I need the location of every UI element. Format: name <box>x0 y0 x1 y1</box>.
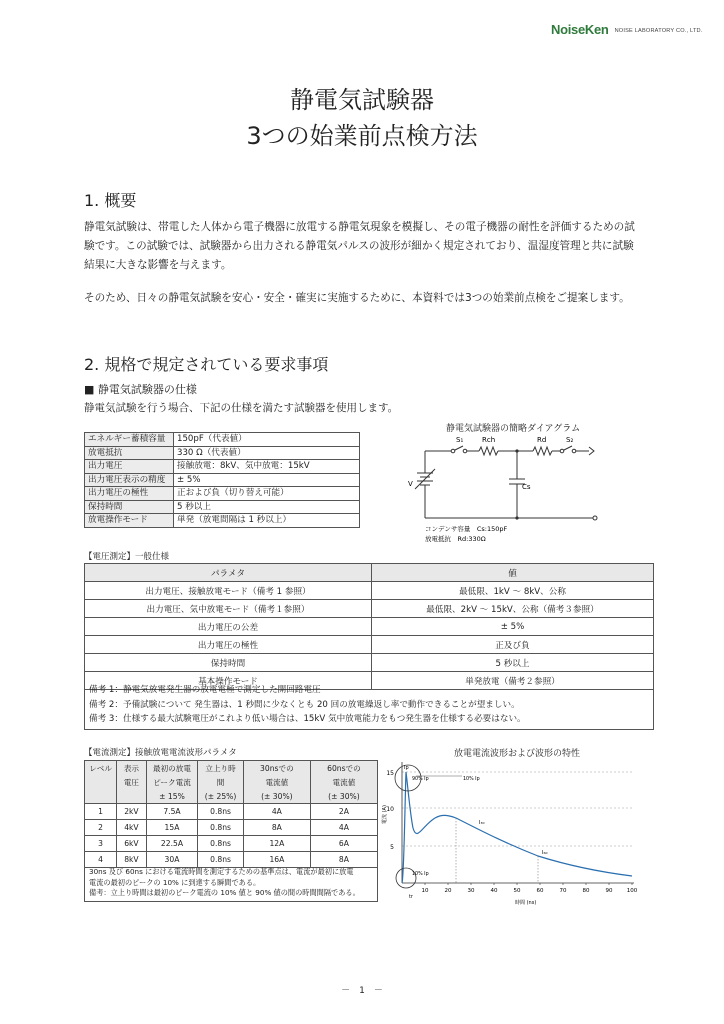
table-cell: 8A <box>310 852 377 868</box>
table-cell: 12A <box>243 836 310 852</box>
ip90-label: 90% Ip <box>412 777 429 782</box>
x-tick-label: 80 <box>582 888 590 894</box>
section1-heading: 1. 概要 <box>84 191 137 210</box>
table-cell: 2 <box>85 820 117 836</box>
x-tick-label: 70 <box>559 888 567 894</box>
source-v-label: V <box>408 480 413 488</box>
column-header-cell: ± 15% <box>146 789 198 804</box>
diagram-note-resistance: 放電抵抗 Rd:330Ω <box>425 535 486 543</box>
current-note-remark: 備考：立上り時間は最初のピーク電流の 10% 値と 90% 値の間の時間間隔である。 <box>89 888 360 897</box>
column-header-cell: 30nsでの <box>243 761 310 776</box>
column-header-cell: レベル <box>85 761 117 776</box>
column-header-cell: 電圧 <box>117 775 147 789</box>
diagram-note-capacitance: コンデンサ容量 Cs:150pF <box>425 525 508 533</box>
current-table-notes <box>84 865 378 902</box>
column-header-cell: 間 <box>198 775 244 789</box>
table-cell: 8A <box>243 820 310 836</box>
table-cell: 30A <box>146 852 198 868</box>
table-row <box>85 636 654 654</box>
spec-value: ± 5% <box>174 473 360 487</box>
column-header-cell: (± 30%) <box>243 789 310 804</box>
current-note-line: 30ns 及び 60ns における電流時間を測定するための基準点は、電流が最初に放電 <box>89 867 354 876</box>
switch-s1-label: S₁ <box>456 436 464 444</box>
table-row <box>85 836 378 852</box>
table-cell: 0.8ns <box>198 836 244 852</box>
spec-intro: 静電気試験を行う場合、下記の仕様を満たす試験器を使用します。 <box>84 402 399 414</box>
spec-key: 出力電圧の極性 <box>85 487 174 501</box>
current-table-caption: 【電流測定】接触放電電流波形パラメタ <box>84 748 237 758</box>
table-cell: 2A <box>310 804 377 820</box>
x-tick-label: 60 <box>536 888 544 894</box>
table-cell: 0.8ns <box>198 804 244 820</box>
spec-key: 放電操作モード <box>85 514 174 528</box>
y-tick-5: 5 <box>390 844 394 851</box>
column-header-cell: 60nsでの <box>310 761 377 776</box>
table-cell: 4A <box>243 804 310 820</box>
table-row <box>85 600 654 618</box>
spec-value: 接触放電：8kV、気中放電：15kV <box>174 460 360 474</box>
table-cell: 16A <box>243 852 310 868</box>
spec-value: 正および負（切り替え可能） <box>174 487 360 501</box>
table-cell: 3 <box>85 836 117 852</box>
table-header-row <box>85 564 654 582</box>
value-cell: 最低限、1kV ～ 8kV、公称 <box>372 582 654 600</box>
spec-row <box>85 433 360 447</box>
value-cell: 5 秒以上 <box>372 654 654 672</box>
table-row <box>85 804 378 820</box>
page-number: － 1 － <box>341 986 383 996</box>
section1-paragraph <box>84 218 660 275</box>
spec-value: 単発（放電間隔は 1 秒以上） <box>174 514 360 528</box>
spec-row <box>85 500 360 514</box>
column-header-cell <box>85 789 117 804</box>
page-title-line1: 静電気試験器 <box>290 86 434 114</box>
y-axis-label: 電流 (A) <box>382 805 388 824</box>
table-cell: 4 <box>85 852 117 868</box>
table-cell: 1 <box>85 804 117 820</box>
column-header-value: 値 <box>372 564 654 582</box>
column-header-cell: ピーク電流 <box>146 775 198 789</box>
x-tick-label: 30 <box>467 888 475 894</box>
table-cell: 22.5A <box>146 836 198 852</box>
waveform-title: 放電電流波形および波形の特性 <box>454 749 581 759</box>
section1-paragraph2: そのため、日々の静電気試験を安心・安全・確実に実施するために、本資料では3つの始業前点検をご提案します。 <box>84 292 630 304</box>
voltage-table-caption: 【電圧測定】一般仕様 <box>84 552 170 562</box>
voltage-parameter-table <box>84 563 654 690</box>
column-header-cell: 最初の放電 <box>146 761 198 776</box>
note-line: 備考 1：静電気放電発生器の放電電極で測定した開回路電圧 <box>89 685 321 695</box>
circuit-diagram <box>405 433 605 545</box>
y-tick-15: 15 <box>386 770 394 777</box>
table-cell: 8kV <box>117 852 147 868</box>
spec-row <box>85 446 360 460</box>
column-header-cell: 電流値 <box>243 775 310 789</box>
spec-row <box>85 487 360 501</box>
table-cell: 0.8ns <box>198 852 244 868</box>
column-header-cell: 立上り時 <box>198 761 244 776</box>
page-title-line2: 3つの始業前点検方法 <box>246 122 478 150</box>
column-header-cell <box>85 775 117 789</box>
column-header-cell: (± 30%) <box>310 789 377 804</box>
table-row <box>85 820 378 836</box>
column-header-parameter: パラメタ <box>85 564 372 582</box>
brand-subtitle: NOISE LABORATORY CO., LTD. <box>614 28 703 34</box>
spec-row <box>85 514 360 528</box>
table-cell: 7.5A <box>146 804 198 820</box>
spec-key: 出力電圧表示の精度 <box>85 473 174 487</box>
table-row <box>85 582 654 600</box>
spec-value: 150pF（代表値） <box>174 433 360 447</box>
switch-s2-label: S₂ <box>566 436 574 444</box>
ip-label: Ip <box>404 765 409 771</box>
spec-row <box>85 473 360 487</box>
waveform-chart <box>380 758 642 906</box>
ip10-label: 10% Ip <box>463 777 480 782</box>
x-tick-label: 50 <box>513 888 521 894</box>
current-waveform-line <box>402 772 632 883</box>
resistor-rch-label: Rch <box>482 436 496 444</box>
x-tick-label: 90 <box>605 888 613 894</box>
value-cell: 最低限、2kV ～ 15kV、公称（備考３参照） <box>372 600 654 618</box>
parameter-cell: 出力電圧の公差 <box>85 618 372 636</box>
spec-value: 330 Ω（代表値） <box>174 446 360 460</box>
company-logo <box>551 19 703 38</box>
table-header-row <box>85 789 378 804</box>
text-line: 験です。この試験では、試験器から出力される静電気パルスの波形が細かく規定されており、温湿度管理と共に試験 <box>84 240 634 252</box>
y-tick-10: 10 <box>386 806 394 813</box>
spec-row <box>85 460 360 474</box>
x-tick-label: 40 <box>490 888 498 894</box>
value-cell: ± 5% <box>372 618 654 636</box>
text-line: 結果に大きな影響を与えます。 <box>84 259 232 271</box>
resistor-rd-label: Rd <box>537 436 547 444</box>
parameter-cell: 基本操作モード <box>85 672 372 690</box>
voltage-table-notes <box>84 681 654 730</box>
spec-key: 出力電圧 <box>85 460 174 474</box>
table-cell: 2kV <box>117 804 147 820</box>
capacitor-cs-label: Cs <box>522 483 531 491</box>
parameter-cell: 保持時間 <box>85 654 372 672</box>
table-header-row <box>85 761 378 776</box>
column-header-cell: (± 25%) <box>198 789 244 804</box>
table-row <box>85 654 654 672</box>
diagram-title: 静電気試験器の簡略ダイアグラム <box>446 424 581 434</box>
spec-subheading: ■ 静電気試験器の仕様 <box>84 383 197 396</box>
current-note-line: 電流の最初のピークの 10% に到達する瞬間である。 <box>89 877 261 887</box>
text-line: 静電気試験は、帯電した人体から電子機器に放電する静電気現象を模擬し、その電子機器の耐性を評価するための試 <box>84 221 635 233</box>
i30-label: I₃₀ <box>479 820 485 826</box>
spec-table <box>84 432 360 528</box>
table-cell: 6A <box>310 836 377 852</box>
parameter-cell: 出力電圧、接触放電モード（備考 1 参照） <box>85 582 372 600</box>
x-tick-label: 10 <box>421 888 429 894</box>
note-line: 備考 3：仕様する最大試験電圧がこれより低い場合は、15kV 気中放電能力をもつ発生器を仕様する必要はない。 <box>89 714 526 724</box>
ip10-rise-label: 10% Ip <box>412 872 429 877</box>
table-cell: 15A <box>146 820 198 836</box>
rise-zoom-circle <box>396 868 416 888</box>
value-cell: 正及び負 <box>372 636 654 654</box>
current-parameter-table <box>84 760 378 868</box>
tr-label: tr <box>409 895 413 900</box>
table-row <box>85 618 654 636</box>
table-cell: 4A <box>310 820 377 836</box>
spec-key: 放電抵抗 <box>85 446 174 460</box>
value-cell: 単発放電（備考２参照） <box>372 672 654 690</box>
x-tick-label: 100 <box>626 888 638 894</box>
column-header-cell <box>117 789 147 804</box>
column-header-cell: 表示 <box>117 761 147 776</box>
x-axis-label: 時間 (ns) <box>515 900 537 906</box>
spec-key: エネルギー蓄積容量 <box>85 433 174 447</box>
brand-name: NoiseKen <box>551 22 609 37</box>
spec-key: 保持時間 <box>85 500 174 514</box>
table-cell: 6kV <box>117 836 147 852</box>
x-tick-label: 20 <box>444 888 452 894</box>
table-header-row <box>85 775 378 789</box>
table-cell: 4kV <box>117 820 147 836</box>
section2-heading: 2. 規格で規定されている要求事項 <box>84 355 329 374</box>
i60-label: I₆₀ <box>542 850 548 856</box>
column-header-cell: 電流値 <box>310 775 377 789</box>
note-line: 備考 2：予備試験について 発生器は、1 秒間に少なくとも 20 回の放電繰返し率で動作できることが望ましい。 <box>89 699 520 710</box>
parameter-cell: 出力電圧の極性 <box>85 636 372 654</box>
table-cell: 0.8ns <box>198 820 244 836</box>
parameter-cell: 出力電圧、気中放電モード（備考１参照） <box>85 600 372 618</box>
spec-value: 5 秒以上 <box>174 500 360 514</box>
